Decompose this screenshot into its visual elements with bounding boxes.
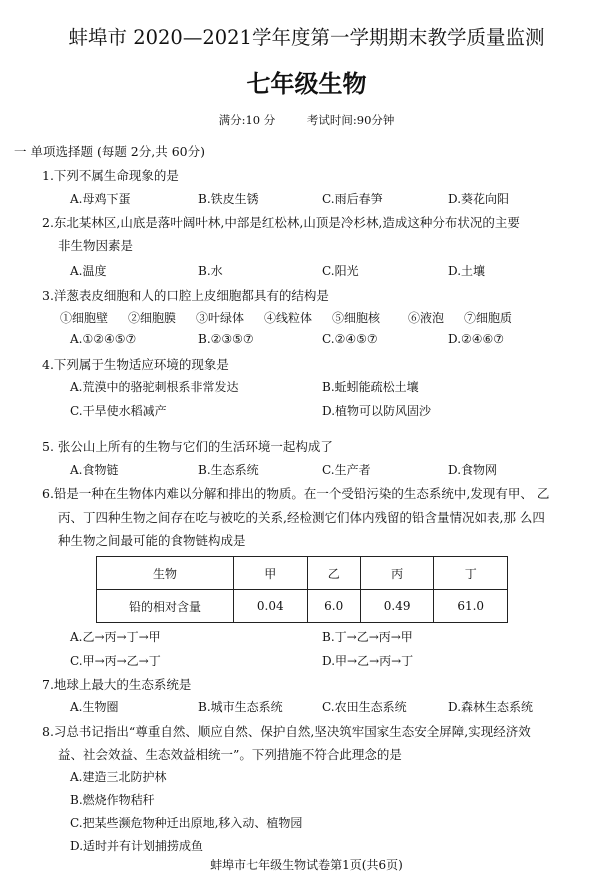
q4-option-c: C.干旱使水稻减产	[70, 404, 167, 418]
time-label: 考试时间:90分钟	[306, 113, 395, 127]
q3-part-6: ⑥液泡	[408, 311, 445, 325]
q2-option-b: B.水	[198, 264, 223, 278]
table-header-cell: 丙	[360, 557, 434, 590]
table-header-row	[97, 557, 508, 590]
q5-option-a: A.食物链	[70, 463, 119, 477]
q3-part-1: ①细胞壁	[60, 311, 109, 325]
q6-option-d: D.甲→乙→丙→丁	[322, 654, 414, 668]
subject-title: 七年级生物	[246, 69, 367, 98]
lead-content-table	[96, 556, 508, 623]
q7-option-c: C.农田生态系统	[322, 700, 407, 714]
q4-option-d: D.植物可以防风固沙	[322, 404, 432, 418]
table-cell: 0.04	[234, 590, 308, 623]
question-6-stem-line-2: 丙、丁四种生物之间存在吃与被吃的关系,经检测它们体内残留的铅含量情况如表,那 么四	[58, 510, 545, 525]
q1-option-b: B.铁皮生锈	[198, 192, 259, 206]
question-1-stem: 1.下列不属生命现象的是	[42, 168, 179, 183]
q3-part-7: ⑦细胞质	[464, 311, 513, 325]
question-6-stem-line-1: 6.铅是一种在生物体内难以分解和排出的物质。在一个受铅污染的生态系统中,发现有甲、 乙	[42, 486, 550, 501]
q8-option-d: D.适时并有计划捕捞成鱼	[70, 839, 204, 853]
table-header-cell: 甲	[234, 557, 308, 590]
table-cell: 61.0	[434, 590, 508, 623]
q8-option-a: A.建造三北防护林	[70, 770, 167, 784]
q6-option-b: B.丁→乙→丙→甲	[322, 630, 413, 644]
q2-option-d: D.土壤	[448, 264, 486, 278]
question-6-stem-line-3: 种生物之间最可能的食物链构成是	[58, 533, 246, 548]
question-3-stem: 3.洋葱表皮细胞和人的口腔上皮细胞都具有的结构是	[42, 288, 329, 303]
q5-option-b: B.生态系统	[198, 463, 259, 477]
table-header-cell: 乙	[307, 557, 360, 590]
q3-part-5: ⑤细胞核	[332, 311, 381, 325]
q4-option-a: A.荒漠中的骆驼刺根系非常发达	[70, 380, 239, 394]
page-footer: 蚌埠市七年级生物试卷第1页(共6页)	[210, 858, 403, 872]
q5-option-d: D.食物网	[448, 463, 498, 477]
q7-option-a: A.生物圈	[70, 700, 119, 714]
q7-option-b: B.城市生态系统	[198, 700, 283, 714]
question-7-stem: 7.地球上最大的生态系统是	[42, 677, 192, 692]
q3-part-2: ②细胞膜	[128, 311, 177, 325]
table-cell: 6.0	[307, 590, 360, 623]
q3-option-b: B.②③⑤⑦	[198, 332, 254, 346]
q6-option-a: A.乙→丙→丁→甲	[70, 630, 161, 644]
exam-meta	[0, 112, 613, 128]
question-4-stem: 4.下列属于生物适应环境的现象是	[42, 357, 229, 372]
exam-title: 蚌埠市 2020—2021学年度第一学期期末教学质量监测	[68, 26, 545, 49]
q1-option-c: C.雨后春笋	[322, 192, 383, 206]
q3-part-4: ④线粒体	[264, 311, 313, 325]
question-5-stem: 5. 张公山上所有的生物与它们的生活环境一起构成了	[42, 439, 333, 454]
score-label: 满分:10 分	[218, 113, 276, 127]
q2-option-c: C.阳光	[322, 264, 359, 278]
q4-option-b: B.蚯蚓能疏松土壤	[322, 380, 419, 394]
q3-part-3: ③叶绿体	[196, 311, 245, 325]
table-cell: 0.49	[360, 590, 434, 623]
q8-option-c: C.把某些濒危物种迁出原地,移入动、植物园	[70, 816, 303, 830]
section-heading: 一 单项选择题 (每题 2分,共 60分)	[14, 144, 205, 159]
table-cell: 铅的相对含量	[97, 590, 234, 623]
question-2-stem-line-2: 非生物因素是	[58, 238, 134, 253]
q3-option-c: C.②④⑤⑦	[322, 332, 378, 346]
question-8-stem-line-1: 8.习总书记指出“尊重自然、顺应自然、保护自然,坚决筑牢国家生态安全屏障,实现经济效	[42, 724, 531, 739]
q3-option-d: D.②④⑥⑦	[448, 332, 505, 346]
q8-option-b: B.燃烧作物秸秆	[70, 793, 155, 807]
question-2-stem-line-1: 2.东北某林区,山底是落叶阔叶林,中部是红松林,山顶是冷杉林,造成这种分布状况的主要	[42, 215, 520, 230]
q6-option-c: C.甲→丙→乙→丁	[70, 654, 161, 668]
table-row	[97, 590, 508, 623]
q1-option-a: A.母鸡下蛋	[70, 192, 131, 206]
q3-option-a: A.①②④⑤⑦	[70, 332, 137, 346]
q2-option-a: A.温度	[70, 264, 107, 278]
table-header-cell: 生物	[97, 557, 234, 590]
q1-option-d: D.葵花向阳	[448, 192, 510, 206]
q5-option-c: C.生产者	[322, 463, 371, 477]
question-8-stem-line-2: 益、社会效益、生态效益相统一”。下列措施不符合此理念的是	[58, 747, 402, 762]
q7-option-d: D.森林生态系统	[448, 700, 534, 714]
table-header-cell: 丁	[434, 557, 508, 590]
